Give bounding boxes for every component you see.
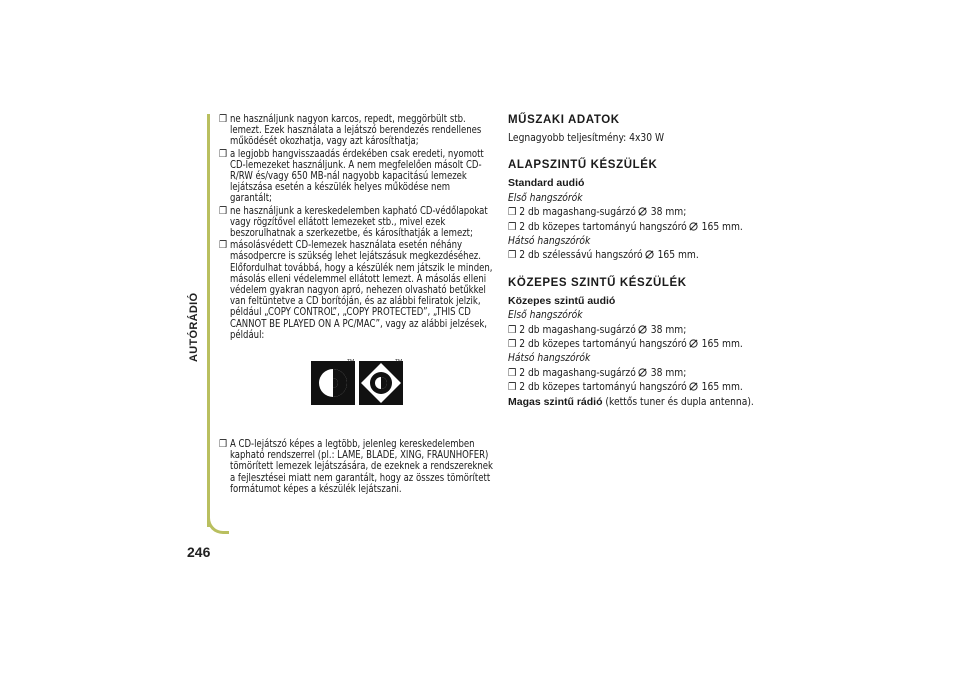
sub-heading: Standard audió (508, 177, 585, 190)
list-item (219, 114, 495, 148)
trademark-mark: TM (395, 359, 403, 366)
checkbox-bullet-icon: ❒ (508, 339, 517, 351)
checkbox-bullet-icon: ❒ (219, 148, 228, 160)
spec-line: ❒ 2 db közepes tartományú hangszóró 165 mm. (508, 221, 743, 233)
sub-heading: Közepes szintű audió (508, 294, 616, 307)
spec-line: ❒ 2 db magashang-sugárzó 38 mm; (508, 207, 687, 219)
section-heading: KÖZEPES SZINTŰ KÉSZÜLÉK (508, 276, 687, 289)
high-level-radio-label: Magas szintű rádió (508, 395, 603, 408)
checkbox-bullet-icon: ❒ (508, 324, 517, 336)
checkbox-bullet-icon: ❒ (508, 221, 517, 233)
diameter-icon (638, 368, 647, 377)
right-column (508, 114, 768, 411)
diameter-icon (638, 325, 647, 334)
copy-protection-logos (219, 353, 495, 427)
spec-line: ❒ 2 db közepes tartományú hangszóró 165 mm. (508, 382, 743, 394)
list-item-text: a legjobb hangvisszaadás érdekében csak eredeti, nyomott CD-lemezeket használjunk. A nem megfelelően másolt CD-R/RW és/vagy 650 MB-nál nagyobb kapacitású lemezek lejátszása esetén a készülék helyes működése nem garantált; (230, 148, 484, 205)
speaker-group-label: Hátsó hangszórók (508, 353, 591, 365)
list-item-text: ne használjunk a kereskedelemben kapható CD-védőlapokat vagy rögzítővel ellátott lemezeket stb., mivel ezek beszorulhatnak a szerkezetbe, és károsíthatják a lemezt; (230, 205, 488, 240)
checkbox-bullet-icon: ❒ (219, 205, 228, 217)
speaker-group-label: Első hangszórók (508, 310, 583, 322)
list-item (219, 149, 495, 205)
checkbox-bullet-icon: ❒ (508, 367, 517, 379)
checkbox-bullet-icon: ❒ (219, 240, 228, 252)
diameter-icon (689, 339, 698, 348)
list-item-text: ne használjunk nagyon karcos, repedt, meggörbült stb. lemezt. Ezek használata a lejátszó berendezés rendellenes működését okozhatja, vagy azt károsíthatja; (230, 114, 482, 148)
checkbox-bullet-icon: ❒ (508, 250, 517, 262)
diameter-icon (689, 222, 698, 231)
speaker-group-label: Hátsó hangszórók (508, 236, 591, 248)
checkbox-bullet-icon: ❒ (508, 382, 517, 394)
checkbox-bullet-icon: ❒ (508, 207, 517, 219)
list-item-text: másolásvédett CD-lemezek használata esetén néhány másodpercre is szükség lehet lejátszásuk megkezdéséhez. Előfordulhat továbbá, hogy a készülék nem játszik le minden, másolás elleni védelemmel ellátott lemezt. A másolás elleni védelem gyakran nagyon apró, nehezen olvasható betűkkel van feltüntetve a CD borítóján, és az alábbi feliratok jelzik, például „COPY CONTROL”, „COPY PROTECTED”, „THIS CD CANNOT BE PLAYED ON A PC/MAC”, vagy az alábbi jelzések, például: (230, 240, 493, 341)
diameter-icon (645, 250, 654, 259)
spec-line: Legnagyobb teljesítmény: 4x30 W (508, 133, 665, 144)
left-column (219, 114, 495, 496)
list-item (219, 240, 495, 341)
spec-line (508, 397, 768, 408)
chapter-label: AUTÓRÁDIÓ (188, 292, 200, 362)
spec-line: ❒ 2 db szélessávú hangszóró 165 mm. (508, 250, 699, 262)
diameter-icon (689, 382, 698, 391)
checkbox-bullet-icon: ❒ (219, 439, 228, 451)
list-item (219, 206, 495, 240)
spec-line: ❒ 2 db magashang-sugárzó 38 mm; (508, 324, 687, 336)
chapter-rail-corner (207, 512, 229, 534)
spec-line: ❒ 2 db közepes tartományú hangszóró 165 mm. (508, 339, 743, 351)
spec-line: ❒ 2 db magashang-sugárzó 38 mm; (508, 367, 687, 379)
list-item (219, 439, 495, 495)
section-heading: MŰSZAKI ADATOK (508, 114, 620, 126)
high-level-radio-note: (kettős tuner és dupla antenna). (602, 396, 754, 408)
chapter-rail (207, 114, 210, 527)
section-heading: ALAPSZINTŰ KÉSZÜLÉK (508, 159, 658, 172)
checkbox-bullet-icon: ❒ (219, 114, 228, 125)
list-item-text: A CD-lejátszó képes a legtöbb, jelenleg kereskedelemben kapható rendszerrel (pl.: LAME, BLADE, XING, FRAUNHOFER) tömörített lemezek lejátszására, de ezeknek a rendszereknek a fejlesztései miatt nem garantált, hogy az összes tömörített formátumot képes a készülék lejátszani. (230, 439, 494, 495)
trademark-mark: TM (347, 359, 355, 366)
speaker-group-label: Első hangszórók (508, 192, 583, 204)
page-number: 246 (187, 544, 211, 560)
diameter-icon (638, 207, 647, 216)
